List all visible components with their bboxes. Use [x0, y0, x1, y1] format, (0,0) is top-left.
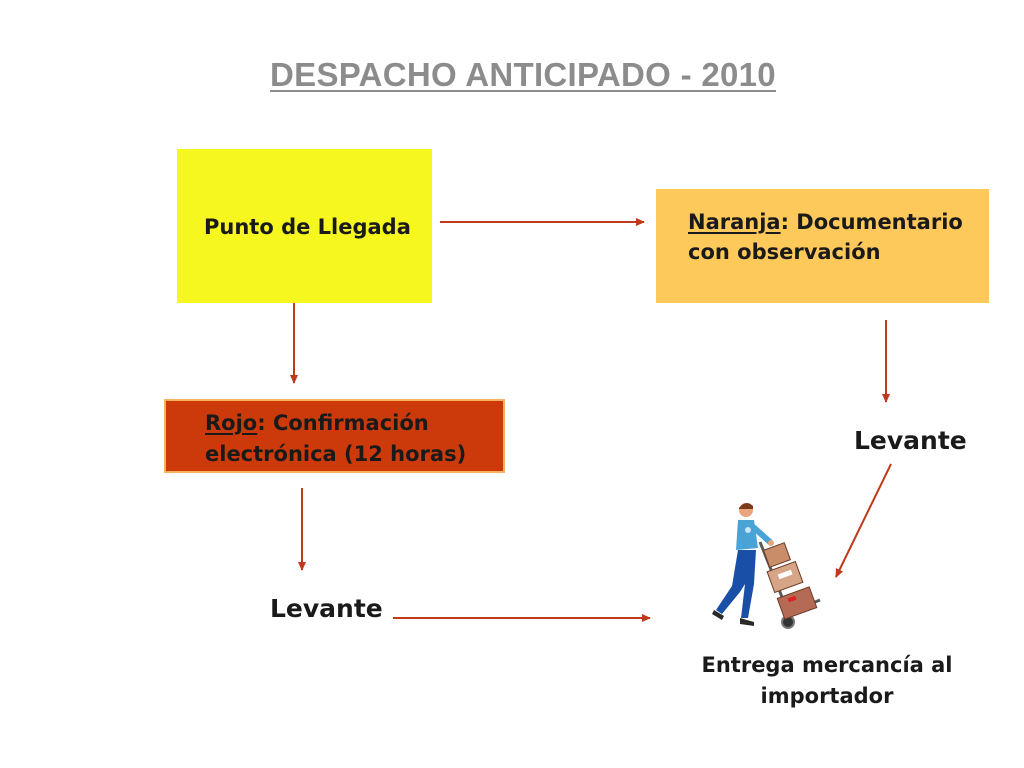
naranja-label	[688, 207, 963, 267]
entrega-label: Entrega mercancía al importador	[701, 653, 953, 708]
worker-with-hand-truck-icon	[700, 496, 830, 632]
rojo-desc-line2: electrónica (12 horas)	[205, 442, 467, 466]
naranja-key: Naranja	[688, 210, 781, 234]
levante-left-label: Levante	[270, 594, 383, 623]
rojo-key: Rojo	[205, 411, 258, 435]
rojo-desc-line1: : Confirmación	[257, 411, 429, 435]
page-title: DESPACHO ANTICIPADO - 2010	[270, 56, 776, 93]
rojo-label	[205, 408, 466, 470]
levante-right-label: Levante	[854, 426, 967, 455]
arrow-levante-right-to-entrega	[836, 464, 891, 577]
naranja-desc-line1: : Documentario	[780, 210, 963, 234]
naranja-desc-line2: con observación	[688, 240, 881, 264]
punto-de-llegada-label: Punto de Llegada	[204, 215, 411, 239]
